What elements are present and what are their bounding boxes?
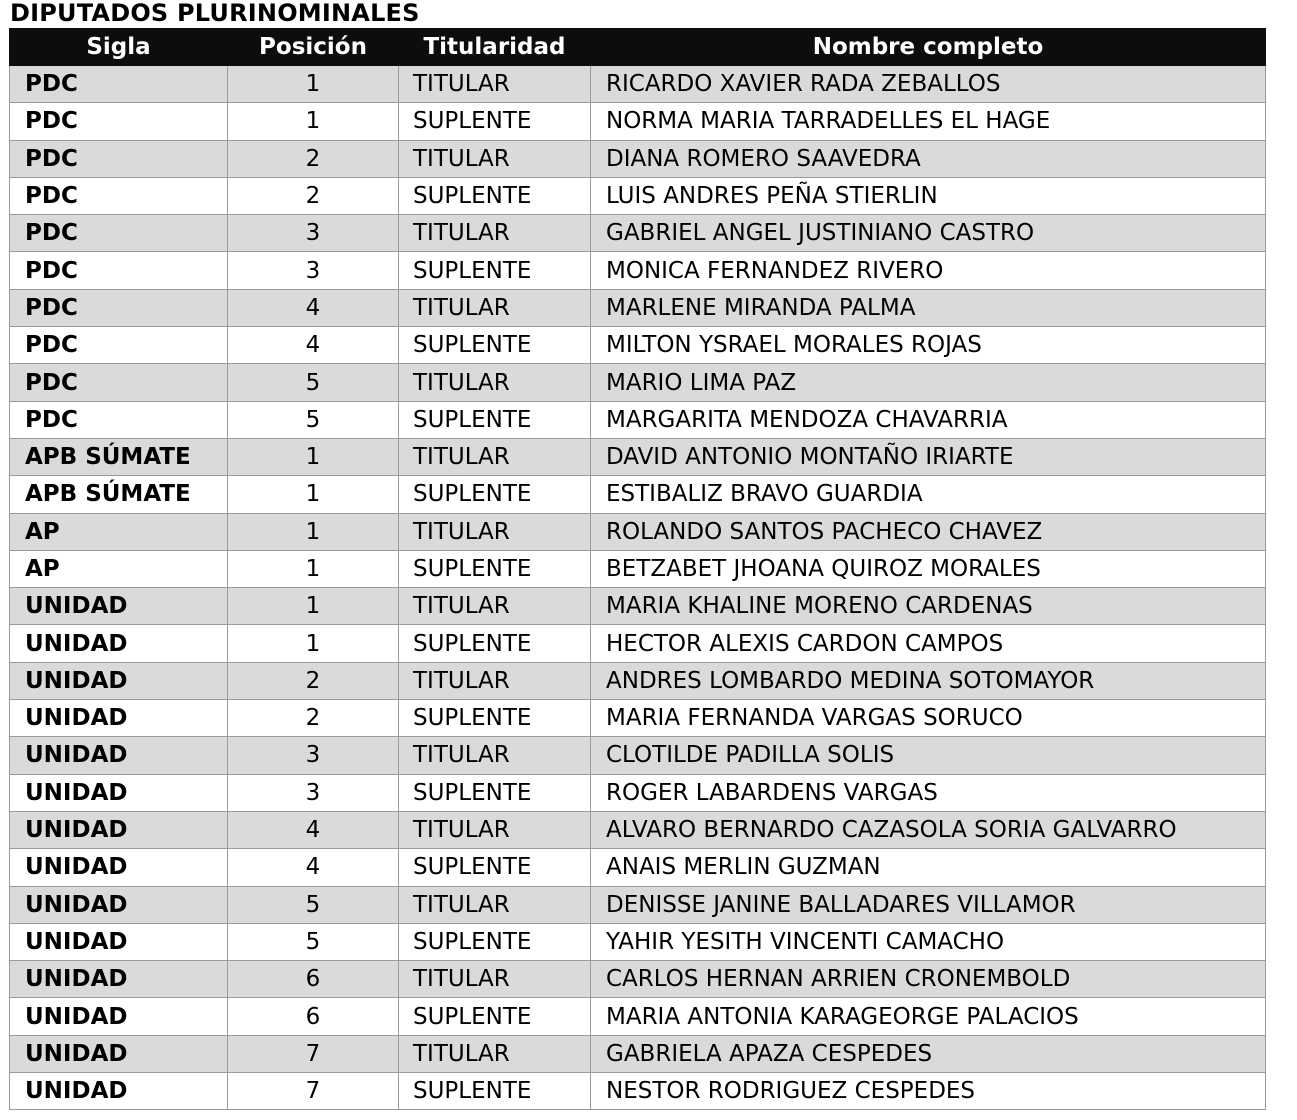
column-header-sigla: Sigla	[10, 29, 228, 66]
cell-titularidad: SUPLENTE	[399, 700, 591, 737]
table-row	[10, 588, 1266, 625]
table-row	[10, 625, 1266, 662]
cell-sigla: UNIDAD	[10, 1073, 228, 1110]
cell-titularidad: TITULAR	[399, 886, 591, 923]
column-header-nombre: Nombre completo	[591, 29, 1266, 66]
cell-sigla: UNIDAD	[10, 588, 228, 625]
cell-posicion: 6	[228, 961, 399, 998]
table-row	[10, 66, 1266, 103]
table-row	[10, 737, 1266, 774]
table-row	[10, 252, 1266, 289]
cell-posicion: 2	[228, 177, 399, 214]
table-row	[10, 513, 1266, 550]
cell-sigla: APB SÚMATE	[10, 438, 228, 475]
cell-sigla: PDC	[10, 140, 228, 177]
cell-nombre: ANDRES LOMBARDO MEDINA SOTOMAYOR	[591, 662, 1266, 699]
cell-sigla: UNIDAD	[10, 1035, 228, 1072]
cell-sigla: UNIDAD	[10, 923, 228, 960]
column-header-titularidad: Titularidad	[399, 29, 591, 66]
table-row	[10, 289, 1266, 326]
cell-nombre: CARLOS HERNAN ARRIEN CRONEMBOLD	[591, 961, 1266, 998]
cell-nombre: ESTIBALIZ BRAVO GUARDIA	[591, 476, 1266, 513]
cell-nombre: MARIO LIMA PAZ	[591, 364, 1266, 401]
table-row	[10, 215, 1266, 252]
cell-nombre: MARGARITA MENDOZA CHAVARRIA	[591, 401, 1266, 438]
cell-posicion: 1	[228, 550, 399, 587]
cell-posicion: 6	[228, 998, 399, 1035]
cell-posicion: 2	[228, 662, 399, 699]
table-row	[10, 550, 1266, 587]
cell-posicion: 5	[228, 401, 399, 438]
cell-posicion: 2	[228, 140, 399, 177]
cell-nombre: MARIA FERNANDA VARGAS SORUCO	[591, 700, 1266, 737]
cell-titularidad: TITULAR	[399, 588, 591, 625]
table-row	[10, 177, 1266, 214]
table-row	[10, 923, 1266, 960]
cell-nombre: DAVID ANTONIO MONTAÑO IRIARTE	[591, 438, 1266, 475]
cell-nombre: ANAIS MERLIN GUZMAN	[591, 849, 1266, 886]
cell-posicion: 3	[228, 737, 399, 774]
cell-sigla: UNIDAD	[10, 737, 228, 774]
cell-posicion: 5	[228, 923, 399, 960]
cell-titularidad: TITULAR	[399, 513, 591, 550]
table-row	[10, 961, 1266, 998]
table-row	[10, 998, 1266, 1035]
cell-sigla: UNIDAD	[10, 811, 228, 848]
cell-titularidad: TITULAR	[399, 140, 591, 177]
cell-nombre: LUIS ANDRES PEÑA STIERLIN	[591, 177, 1266, 214]
cell-posicion: 1	[228, 513, 399, 550]
cell-sigla: PDC	[10, 66, 228, 103]
cell-titularidad: TITULAR	[399, 66, 591, 103]
table-row	[10, 438, 1266, 475]
table-row	[10, 774, 1266, 811]
cell-posicion: 5	[228, 364, 399, 401]
cell-titularidad: SUPLENTE	[399, 849, 591, 886]
cell-sigla: PDC	[10, 327, 228, 364]
cell-posicion: 1	[228, 625, 399, 662]
cell-nombre: ROGER LABARDENS VARGAS	[591, 774, 1266, 811]
cell-sigla: UNIDAD	[10, 886, 228, 923]
cell-sigla: PDC	[10, 215, 228, 252]
cell-posicion: 1	[228, 438, 399, 475]
table-row	[10, 327, 1266, 364]
cell-nombre: BETZABET JHOANA QUIROZ MORALES	[591, 550, 1266, 587]
table-row	[10, 700, 1266, 737]
header-row	[10, 29, 1266, 66]
results-table	[9, 28, 1266, 1110]
cell-titularidad: SUPLENTE	[399, 476, 591, 513]
cell-titularidad: TITULAR	[399, 737, 591, 774]
cell-titularidad: SUPLENTE	[399, 550, 591, 587]
cell-sigla: UNIDAD	[10, 774, 228, 811]
cell-nombre: CLOTILDE PADILLA SOLIS	[591, 737, 1266, 774]
cell-posicion: 1	[228, 66, 399, 103]
cell-sigla: PDC	[10, 177, 228, 214]
cell-nombre: MILTON YSRAEL MORALES ROJAS	[591, 327, 1266, 364]
document-title: DIPUTADOS PLURINOMINALES	[10, 0, 420, 27]
cell-nombre: MONICA FERNANDEZ RIVERO	[591, 252, 1266, 289]
cell-titularidad: TITULAR	[399, 961, 591, 998]
cell-sigla: UNIDAD	[10, 998, 228, 1035]
table-header	[10, 29, 1266, 66]
cell-titularidad: SUPLENTE	[399, 998, 591, 1035]
cell-posicion: 1	[228, 103, 399, 140]
cell-titularidad: TITULAR	[399, 438, 591, 475]
cell-sigla: UNIDAD	[10, 662, 228, 699]
cell-titularidad: TITULAR	[399, 289, 591, 326]
cell-titularidad: SUPLENTE	[399, 327, 591, 364]
cell-posicion: 3	[228, 774, 399, 811]
table-row	[10, 1035, 1266, 1072]
cell-posicion: 7	[228, 1035, 399, 1072]
table-row	[10, 811, 1266, 848]
cell-sigla: APB SÚMATE	[10, 476, 228, 513]
table-row	[10, 476, 1266, 513]
cell-sigla: AP	[10, 550, 228, 587]
table-body	[10, 66, 1266, 1110]
cell-nombre: NESTOR RODRIGUEZ CESPEDES	[591, 1073, 1266, 1110]
cell-sigla: UNIDAD	[10, 625, 228, 662]
cell-posicion: 7	[228, 1073, 399, 1110]
cell-nombre: YAHIR YESITH VINCENTI CAMACHO	[591, 923, 1266, 960]
cell-titularidad: TITULAR	[399, 1035, 591, 1072]
column-header-posicion: Posición	[228, 29, 399, 66]
cell-sigla: PDC	[10, 252, 228, 289]
cell-nombre: RICARDO XAVIER RADA ZEBALLOS	[591, 66, 1266, 103]
cell-posicion: 4	[228, 849, 399, 886]
cell-nombre: NORMA MARIA TARRADELLES EL HAGE	[591, 103, 1266, 140]
cell-titularidad: SUPLENTE	[399, 252, 591, 289]
cell-sigla: UNIDAD	[10, 961, 228, 998]
cell-titularidad: SUPLENTE	[399, 1073, 591, 1110]
cell-nombre: GABRIEL ANGEL JUSTINIANO CASTRO	[591, 215, 1266, 252]
cell-posicion: 1	[228, 588, 399, 625]
cell-posicion: 4	[228, 327, 399, 364]
cell-titularidad: SUPLENTE	[399, 774, 591, 811]
cell-nombre: MARIA KHALINE MORENO CARDENAS	[591, 588, 1266, 625]
cell-titularidad: SUPLENTE	[399, 401, 591, 438]
cell-posicion: 3	[228, 215, 399, 252]
cell-sigla: UNIDAD	[10, 849, 228, 886]
cell-nombre: DENISSE JANINE BALLADARES VILLAMOR	[591, 886, 1266, 923]
table-row	[10, 401, 1266, 438]
cell-titularidad: TITULAR	[399, 364, 591, 401]
table-row	[10, 364, 1266, 401]
cell-titularidad: TITULAR	[399, 662, 591, 699]
table-row	[10, 662, 1266, 699]
cell-titularidad: TITULAR	[399, 811, 591, 848]
cell-titularidad: SUPLENTE	[399, 177, 591, 214]
cell-nombre: MARIA ANTONIA KARAGEORGE PALACIOS	[591, 998, 1266, 1035]
table-row	[10, 886, 1266, 923]
cell-nombre: ALVARO BERNARDO CAZASOLA SORIA GALVARRO	[591, 811, 1266, 848]
cell-nombre: MARLENE MIRANDA PALMA	[591, 289, 1266, 326]
cell-nombre: GABRIELA APAZA CESPEDES	[591, 1035, 1266, 1072]
cell-posicion: 4	[228, 289, 399, 326]
cell-titularidad: SUPLENTE	[399, 103, 591, 140]
cell-sigla: PDC	[10, 401, 228, 438]
cell-nombre: HECTOR ALEXIS CARDON CAMPOS	[591, 625, 1266, 662]
cell-titularidad: SUPLENTE	[399, 923, 591, 960]
cell-nombre: DIANA ROMERO SAAVEDRA	[591, 140, 1266, 177]
cell-sigla: AP	[10, 513, 228, 550]
cell-posicion: 5	[228, 886, 399, 923]
cell-posicion: 3	[228, 252, 399, 289]
cell-sigla: UNIDAD	[10, 700, 228, 737]
cell-titularidad: SUPLENTE	[399, 625, 591, 662]
cell-sigla: PDC	[10, 364, 228, 401]
cell-sigla: PDC	[10, 289, 228, 326]
cell-posicion: 4	[228, 811, 399, 848]
table-row	[10, 140, 1266, 177]
table-row	[10, 1073, 1266, 1110]
table-row	[10, 849, 1266, 886]
cell-posicion: 1	[228, 476, 399, 513]
cell-titularidad: TITULAR	[399, 215, 591, 252]
table-row	[10, 103, 1266, 140]
cell-nombre: ROLANDO SANTOS PACHECO CHAVEZ	[591, 513, 1266, 550]
cell-posicion: 2	[228, 700, 399, 737]
cell-sigla: PDC	[10, 103, 228, 140]
